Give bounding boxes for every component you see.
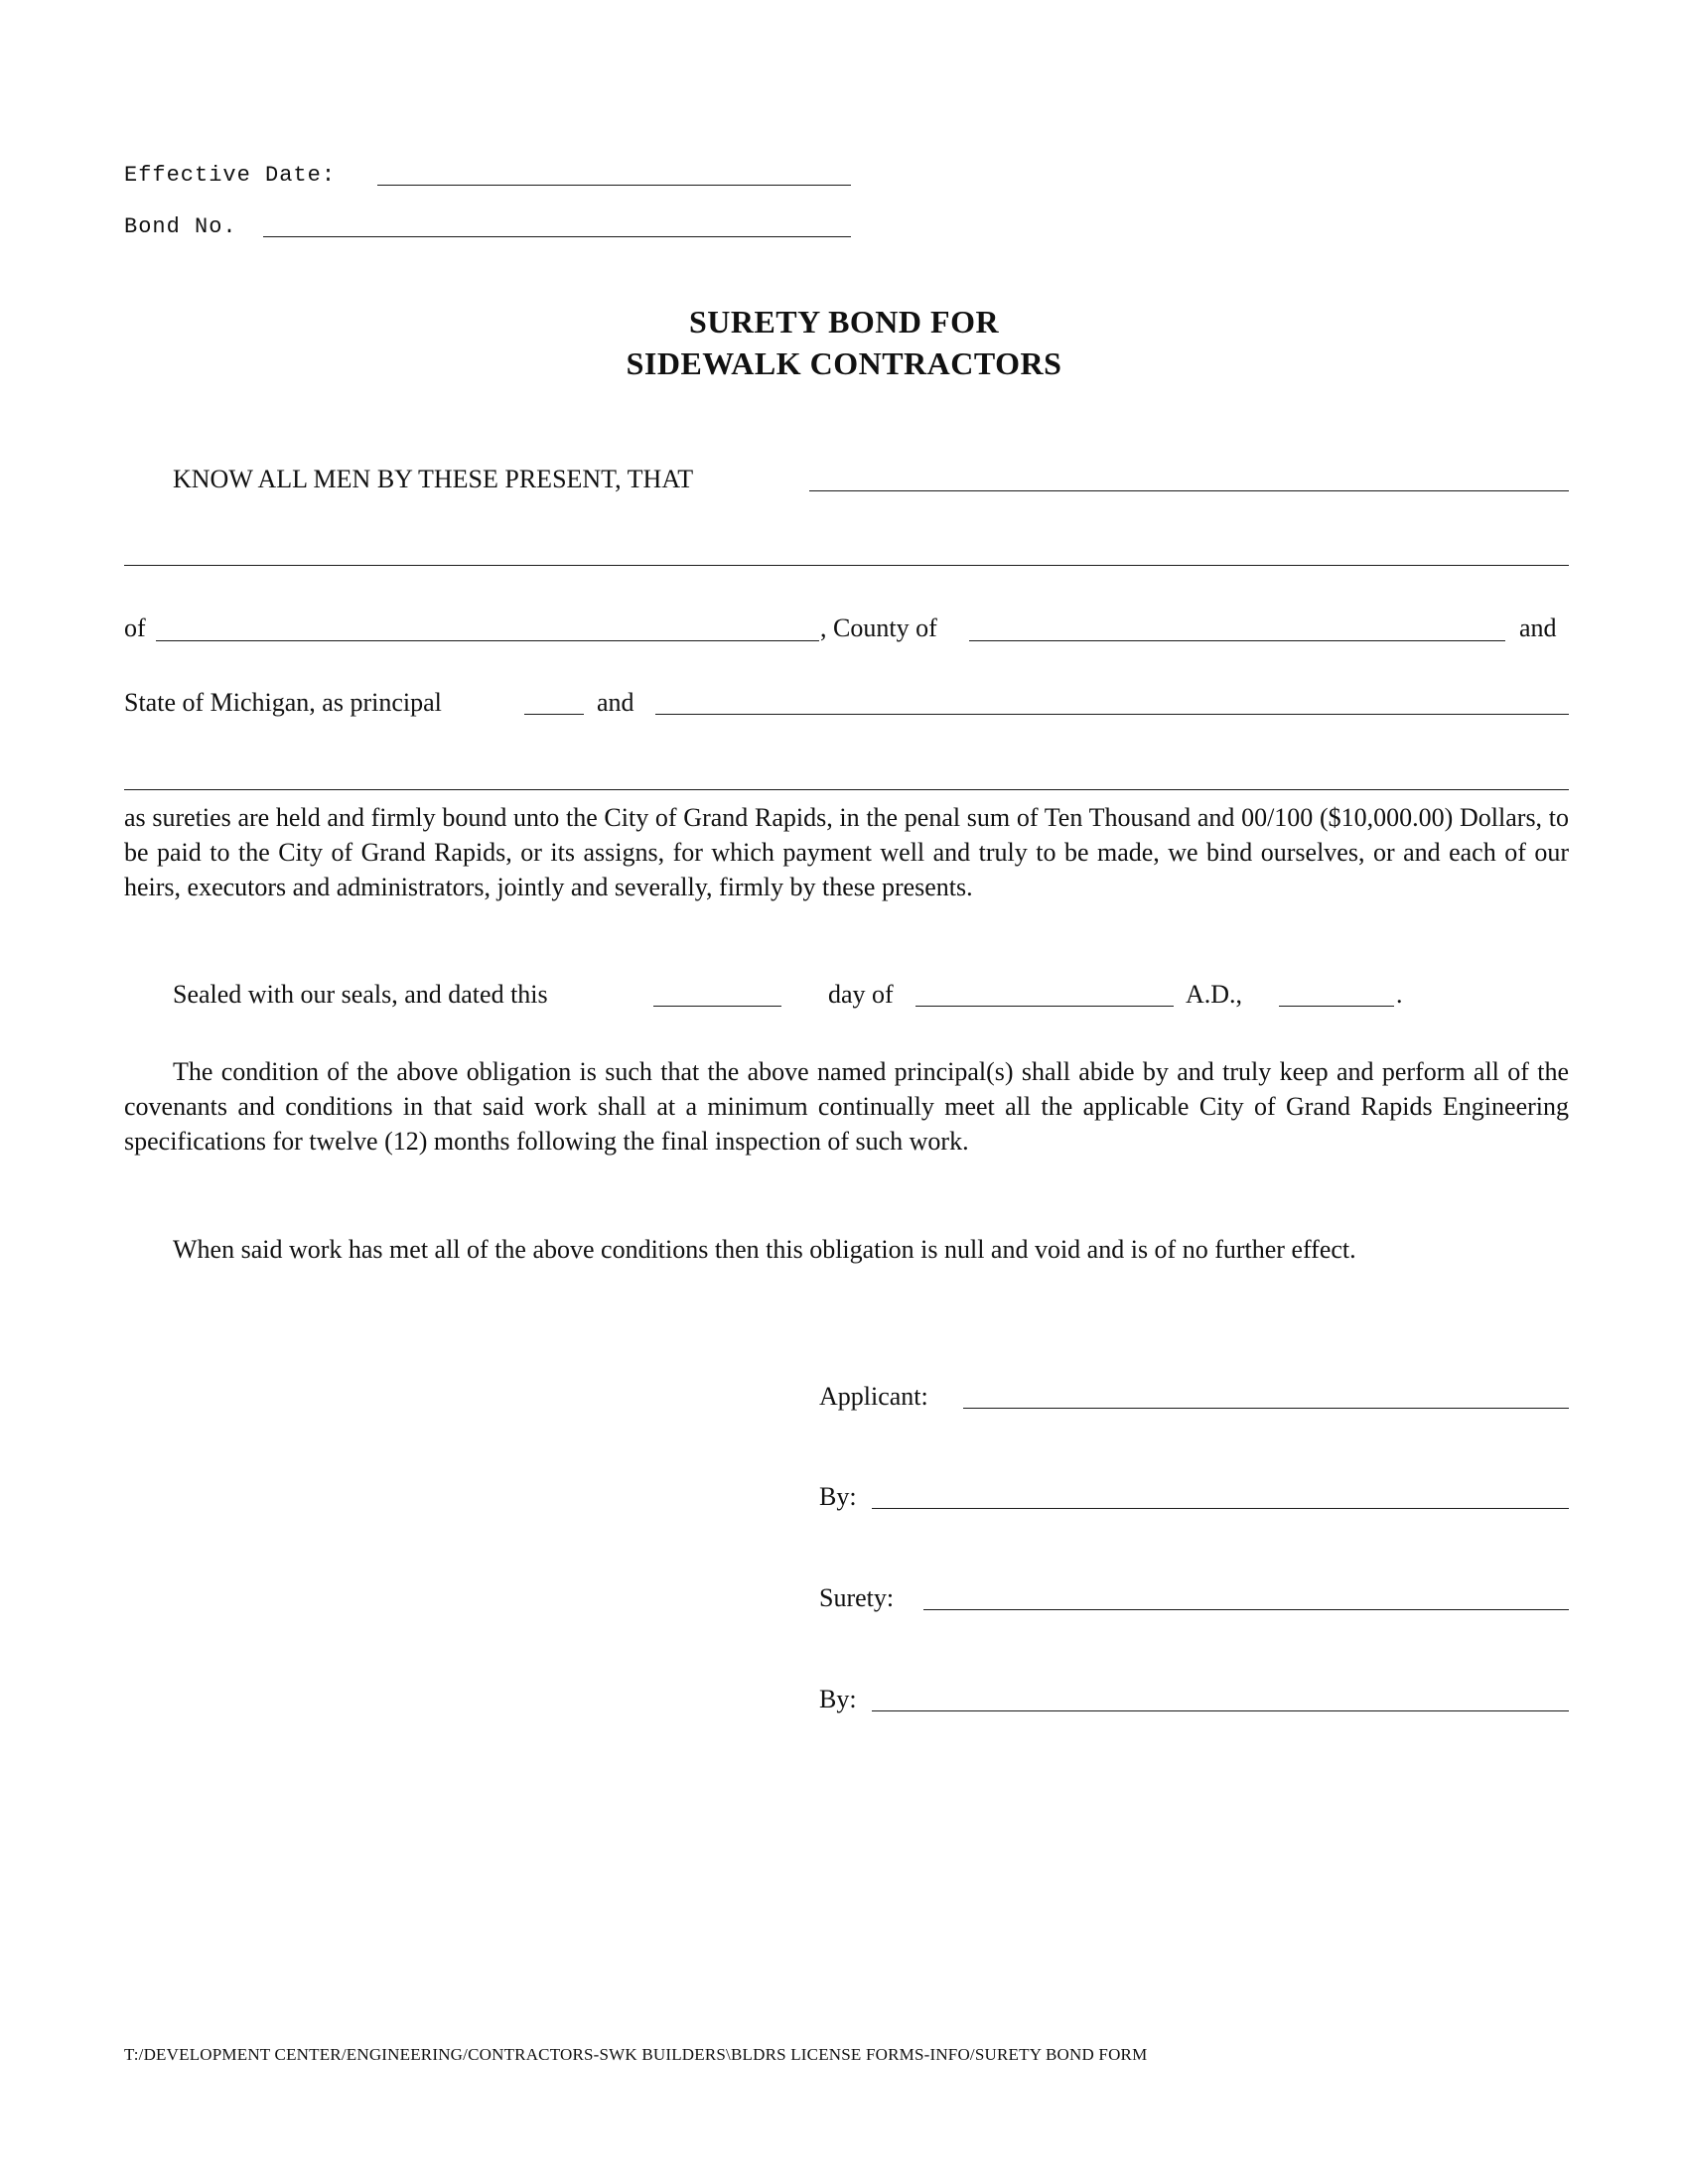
effective-date-label: Effective Date: (124, 163, 337, 188)
month-field[interactable] (915, 1006, 1174, 1007)
effective-date-field[interactable] (377, 185, 851, 186)
know-all-men-text: KNOW ALL MEN BY THESE PRESENT, THAT (173, 465, 694, 493)
title-line-1: SURETY BOND FOR (688, 304, 1000, 340)
of-label: of (124, 614, 146, 642)
surety-label: Surety: (819, 1583, 895, 1612)
bond-no-field[interactable] (263, 236, 851, 237)
sureties-paragraph: as sureties are held and firmly bound unto the City of Grand Rapids, in the penal sum of Ten Thousand and 00/100 ($10,000.00) Dollars, to be paid to the City of Grand Rapids, or its assigns, for which payment well and truly to be made, we bind ourselves, or and each of our heirs, executors and administrators, jointly and severally, firmly by these presents. (124, 803, 1569, 901)
by-label-1: By: (819, 1482, 857, 1511)
surety-by-field[interactable] (872, 1710, 1569, 1711)
footer-file-path: T:/DEVELOPMENT CENTER/ENGINEERING/CONTRACTORS-SWK BUILDERS\BLDRS LICENSE FORMS-INFO/SURETY BOND FORM (124, 2045, 1148, 2064)
bond-no-label: Bond No. (124, 214, 237, 239)
and-label-2: and (597, 688, 634, 717)
ad-label: A.D., (1186, 980, 1243, 1009)
state-label: State of Michigan, as principal (124, 688, 442, 717)
applicant-by-field[interactable] (872, 1508, 1569, 1509)
applicant-label: Applicant: (819, 1382, 928, 1411)
city-field[interactable] (156, 640, 819, 641)
principal-name-field-continued[interactable] (124, 565, 1569, 566)
year-field[interactable] (1279, 1006, 1394, 1007)
surety-field[interactable] (923, 1609, 1569, 1610)
principal-name-field[interactable] (809, 490, 1569, 491)
sealed-label: Sealed with our seals, and dated this (173, 980, 548, 1009)
period: . (1396, 980, 1403, 1009)
day-field[interactable] (653, 1006, 781, 1007)
county-of-label: , County of (820, 614, 937, 642)
county-field[interactable] (969, 640, 1505, 641)
principal-short-field[interactable] (524, 714, 584, 715)
surety-name-field[interactable] (655, 714, 1569, 715)
and-label-1: and (1519, 614, 1557, 642)
surety-name-field-continued[interactable] (124, 789, 1569, 790)
day-of-label: day of (828, 980, 894, 1009)
when-paragraph: When said work has met all of the above conditions then this obligation is null and void and is of no further effect. (173, 1235, 1356, 1264)
applicant-field[interactable] (963, 1408, 1569, 1409)
title-line-2: SIDEWALK CONTRACTORS (626, 345, 1062, 381)
by-label-2: By: (819, 1685, 857, 1713)
condition-paragraph: The condition of the above obligation is such that the above named principal(s) shall abide by and truly keep and perform all of the covenants and conditions in that said work shall at a minimum continually meet all the applicable City of Grand Rapids Engineering specifications for twelve (12) months following the final inspection of such work. (124, 1057, 1569, 1156)
